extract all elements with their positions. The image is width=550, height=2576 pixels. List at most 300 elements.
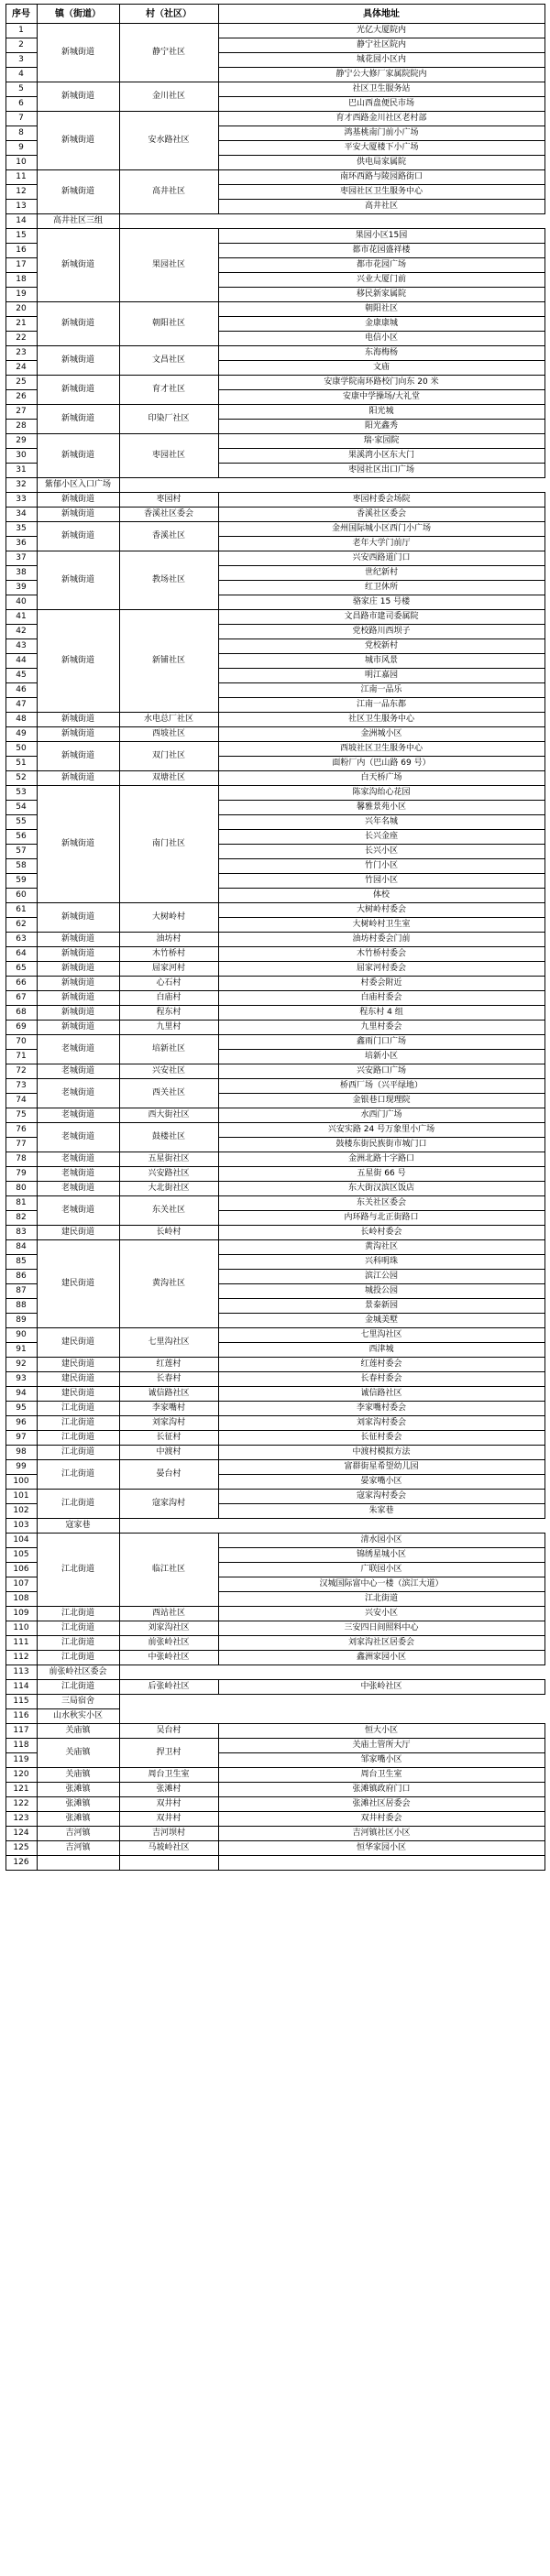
table-row [6,1841,544,1856]
cell-index: 121 [6,1783,37,1797]
table-row [6,1636,544,1651]
cell-address: 村委会附近 [218,977,544,991]
cell-village: 诚信路社区 [119,1387,218,1402]
cell-address: 枣园社区卫生服务中心 [218,185,544,200]
cell-address: 张滩镇政府门口 [218,1783,544,1797]
cell-village: 程东村 [119,1006,218,1021]
cell-address: 文昌路市建司委属院 [218,610,544,625]
cell-address: 黄沟社区 [218,1240,544,1255]
cell-address: 红莲村委会 [218,1358,544,1372]
cell-town: 江北街道 [37,1607,119,1621]
cell-address: 金康康城 [218,317,544,332]
cell-address: 红卫休所 [218,581,544,595]
cell-index: 17 [6,258,37,273]
cell-address: 双井村委会 [218,1812,544,1827]
cell-town: 新城街道 [37,24,119,82]
cell-village: 长春村 [119,1372,218,1387]
table-row [6,493,544,508]
cell-address: 供电局家属院 [218,156,544,170]
cell-address: 体校 [218,889,544,903]
cell-index: 22 [6,332,37,346]
cell-address: 兴科明珠 [218,1255,544,1270]
cell-index: 113 [6,1665,37,1680]
cell-address: 诚信路社区 [218,1387,544,1402]
cell-index: 96 [6,1416,37,1431]
cell-address: 静宁公大修厂家属院院内 [218,68,544,82]
cell-village: 黄沟社区 [119,1240,218,1328]
cell-index: 85 [6,1255,37,1270]
cell-town: 新城街道 [37,522,119,551]
cell-address: 七里沟社区 [218,1328,544,1343]
table-row [6,1358,544,1372]
cell-address: 九里村委会 [218,1021,544,1035]
cell-village: 印染厂社区 [119,405,218,434]
table-row [6,434,544,449]
cell-address: 城投公园 [218,1284,544,1299]
cell-village: 水电总厂社区 [119,713,218,727]
cell-village: 吴台村 [119,1724,218,1739]
cell-index: 20 [6,302,37,317]
cell-address: 兴安西路道门口 [218,551,544,566]
cell-index: 122 [6,1797,37,1812]
table-row [6,1460,544,1475]
cell-town: 新城街道 [37,786,119,903]
cell-village: 双井村 [119,1812,218,1827]
table-row [6,1856,544,1871]
cell-village: 西坡社区 [119,727,218,742]
cell-index: 13 [6,200,37,214]
cell-index: 36 [6,537,37,551]
cell-village: 双门社区 [119,742,218,771]
cell-village: 东关社区 [119,1196,218,1226]
table-row [6,1768,544,1783]
cell-town: 建民街道 [37,1226,119,1240]
table-row [6,1534,544,1548]
cell-index: 11 [6,170,37,185]
cell-address: 滨江公园 [218,1270,544,1284]
table-row [6,405,544,420]
cell-town: 吉河镇 [37,1841,119,1856]
cell-address: 长春村委会 [218,1372,544,1387]
cell-village: 香溪社区委会 [119,508,218,522]
cell-village: 中张岭社区 [119,1651,218,1665]
cell-address: 党校新村 [218,639,544,654]
cell-index: 14 [6,214,37,229]
cell-address: 阳光城 [218,405,544,420]
cell-index: 120 [6,1768,37,1783]
cell-index: 108 [6,1592,37,1607]
cell-index: 72 [6,1064,37,1079]
cell-address: 中渡村模拟方法 [218,1446,544,1460]
cell-town: 老城街道 [37,1152,119,1167]
cell-index: 30 [6,449,37,464]
cell-town: 新城街道 [37,771,119,786]
cell-index: 61 [6,903,37,918]
cell-town: 老城街道 [37,1035,119,1064]
cell-index: 114 [6,1680,37,1695]
table-row [6,1651,544,1665]
cell-village: 大北街社区 [119,1182,218,1196]
cell-index: 76 [6,1123,37,1138]
cell-address: 程东村 4 组 [218,1006,544,1021]
cell-index: 33 [6,493,37,508]
cell-index: 29 [6,434,37,449]
cell-address: 五星街 66 号 [218,1167,544,1182]
table-row [6,727,544,742]
table-row [6,933,544,947]
cell-index: 70 [6,1035,37,1050]
cell-address: 电信小区 [218,332,544,346]
cell-village: 张滩村 [119,1783,218,1797]
cell-address: 山水秋实小区 [37,1709,119,1724]
cell-index: 69 [6,1021,37,1035]
cell-town: 江北街道 [37,1651,119,1665]
cell-village: 大树岭村 [119,903,218,933]
cell-address: 高井社区 [218,200,544,214]
table-row [6,376,544,390]
cell-index: 126 [6,1856,37,1871]
table-row [6,508,544,522]
table-row [6,170,544,185]
cell-village: 金川社区 [119,82,218,112]
cell-town: 新城街道 [37,82,119,112]
cell-address: 景泰新园 [218,1299,544,1314]
cell-index: 3 [6,53,37,68]
cell-index: 124 [6,1827,37,1841]
table-row [6,1226,544,1240]
cell-address: 香溪社区委会 [218,508,544,522]
cell-address: 寇家沟村委会 [218,1490,544,1504]
cell-village: 朝阳社区 [119,302,218,346]
cell-address: 鑫洲家园小区 [218,1651,544,1665]
cell-address: 长兴金座 [218,830,544,845]
table-row [6,1006,544,1021]
cell-town: 新城街道 [37,713,119,727]
cell-address: 富群街星希望幼儿园 [218,1460,544,1475]
table-row [6,551,544,566]
cell-index: 2 [6,38,37,53]
cell-address: 兴年名城 [218,815,544,830]
cell-index: 123 [6,1812,37,1827]
cell-village: 双塘社区 [119,771,218,786]
cell-index: 82 [6,1211,37,1226]
table-row [6,1152,544,1167]
table-row [6,947,544,962]
cell-address: 高井社区三组 [37,214,119,229]
cell-address: 油坊村委会门前 [218,933,544,947]
cell-town: 建民街道 [37,1358,119,1372]
table-row [6,1240,544,1255]
cell-index: 31 [6,464,37,478]
cell-address: 关庙土管所大厅 [218,1739,544,1753]
cell-address: 东大街汉滨区饭店 [218,1182,544,1196]
cell-town: 新城街道 [37,376,119,405]
cell-town: 新城街道 [37,742,119,771]
cell-address: 阳光鑫秀 [218,420,544,434]
cell-index: 73 [6,1079,37,1094]
table-row [6,1827,544,1841]
cell-index: 7 [6,112,37,126]
cell-town: 建民街道 [37,1372,119,1387]
cell-index: 38 [6,566,37,581]
cell-index: 43 [6,639,37,654]
cell-address: 西津城 [218,1343,544,1358]
cell-village: 西站社区 [119,1607,218,1621]
cell-town: 新城街道 [37,170,119,214]
cell-village: 安水路社区 [119,112,218,170]
table-row [6,610,544,625]
cell-index: 81 [6,1196,37,1211]
cell-town: 新城街道 [37,947,119,962]
cell-index: 15 [6,229,37,244]
table-row [6,1607,544,1621]
table-row [6,1079,544,1094]
cell-index: 91 [6,1343,37,1358]
cell-town: 老城街道 [37,1182,119,1196]
cell-address: 巴山西盘便民市场 [218,97,544,112]
cell-address: 白天桥广场 [218,771,544,786]
cell-village: 屈家河村 [119,962,218,977]
cell-village: 教场社区 [119,551,218,610]
cell-index: 117 [6,1724,37,1739]
cell-index: 105 [6,1548,37,1563]
table-row [6,1709,544,1724]
table-row [6,771,544,786]
cell-index: 40 [6,595,37,610]
cell-town: 老城街道 [37,1167,119,1182]
cell-index: 101 [6,1490,37,1504]
cell-index: 27 [6,405,37,420]
table-row [6,1446,544,1460]
cell-index: 45 [6,669,37,683]
cell-town: 关庙镇 [37,1739,119,1768]
column-header-index: 序号 [6,5,37,24]
cell-town: 新城街道 [37,962,119,977]
cell-town: 江北街道 [37,1636,119,1651]
cell-index: 50 [6,742,37,757]
table-row [6,1519,544,1534]
cell-address: 桥西厂场（兴平绿地） [218,1079,544,1094]
cell-address: 世纪新村 [218,566,544,581]
cell-index: 110 [6,1621,37,1636]
cell-address: 金州国际城小区西门小广场 [218,522,544,537]
cell-village: 鼓楼社区 [119,1123,218,1152]
table-row [6,1402,544,1416]
table-row [6,962,544,977]
cell-index: 94 [6,1387,37,1402]
cell-address: 枣园村委会场院 [218,493,544,508]
cell-index: 111 [6,1636,37,1651]
cell-town: 关庙镇 [37,1768,119,1783]
table-row [6,1739,544,1753]
cell-index: 8 [6,126,37,141]
cell-village: 心石村 [119,977,218,991]
cell-address: 南环西路与陵园路街口 [218,170,544,185]
cell-town: 江北街道 [37,1416,119,1431]
cell-index: 86 [6,1270,37,1284]
cell-address: 周台卫生室 [218,1768,544,1783]
cell-index: 77 [6,1138,37,1152]
cell-index: 37 [6,551,37,566]
cell-village: 长岭村 [119,1226,218,1240]
cell-town: 江北街道 [37,1534,119,1607]
cell-address: 鼓楼东街民族街市城门口 [218,1138,544,1152]
table-row [6,1490,544,1504]
cell-index: 107 [6,1577,37,1592]
cell-index: 89 [6,1314,37,1328]
cell-town: 老城街道 [37,1108,119,1123]
cell-address: 前张岭社区委会 [37,1665,119,1680]
cell-address: 移民新家属院 [218,288,544,302]
cell-index: 112 [6,1651,37,1665]
cell-town: 新城街道 [37,551,119,610]
table-row [6,24,544,38]
cell-address: 果溪湾小区东大门 [218,449,544,464]
cell-address: 朝阳社区 [218,302,544,317]
cell-address: 金城美墅 [218,1314,544,1328]
cell-village: 枣园社区 [119,434,218,478]
cell-village: 兴安社区 [119,1064,218,1079]
cell-address: 内环路与北正街路口 [218,1211,544,1226]
cell-address: 社区卫生服务站 [218,82,544,97]
table-row [6,1812,544,1827]
table-row [6,1680,544,1695]
cell-town: 新城街道 [37,346,119,376]
cell-town: 建民街道 [37,1387,119,1402]
cell-address: 兴业大厦门前 [218,273,544,288]
cell-village: 南门社区 [119,786,218,903]
table-row [6,1783,544,1797]
cell-town: 张滩镇 [37,1812,119,1827]
cell-town [37,1856,119,1871]
cell-village [119,1856,218,1871]
cell-address: 屈家河村委会 [218,962,544,977]
cell-index: 54 [6,801,37,815]
cell-address: 培新小区 [218,1050,544,1064]
cell-address: 竹园小区 [218,874,544,889]
cell-index: 32 [6,478,37,493]
cell-village: 后张岭社区 [119,1680,218,1695]
cell-index: 12 [6,185,37,200]
cell-village: 培新社区 [119,1035,218,1064]
cell-address: 刘家沟村委会 [218,1416,544,1431]
cell-town: 江北街道 [37,1680,119,1695]
table-row [6,1123,544,1138]
cell-index: 4 [6,68,37,82]
table-row [6,112,544,126]
column-header-village: 村（社区） [119,5,218,24]
cell-index: 97 [6,1431,37,1446]
cell-index: 75 [6,1108,37,1123]
cell-index: 109 [6,1607,37,1621]
cell-index: 1 [6,24,37,38]
cell-index: 28 [6,420,37,434]
cell-village: 红莲村 [119,1358,218,1372]
table-row [6,229,544,244]
cell-address: 光亿大厦院内 [218,24,544,38]
cell-index: 48 [6,713,37,727]
cell-village: 五星街社区 [119,1152,218,1167]
cell-town: 新城街道 [37,229,119,302]
cell-address: 金洲城小区 [218,727,544,742]
cell-index: 42 [6,625,37,639]
cell-address: 面粉厂内（巴山路 69 号） [218,757,544,771]
cell-town: 江北街道 [37,1446,119,1460]
cell-town: 江北街道 [37,1431,119,1446]
cell-village: 育才社区 [119,376,218,405]
cell-index: 115 [6,1695,37,1709]
cell-index: 93 [6,1372,37,1387]
cell-village: 枣园村 [119,493,218,508]
cell-address: 兴安实路 24 号万象里小广场 [218,1123,544,1138]
cell-village: 刘家沟社区 [119,1621,218,1636]
cell-index: 79 [6,1167,37,1182]
cell-address: 兴安小区 [218,1607,544,1621]
cell-address: 都市花园盛祥楼 [218,244,544,258]
cell-town: 关庙镇 [37,1724,119,1739]
cell-index: 25 [6,376,37,390]
cell-address: 寇家巷 [37,1519,119,1534]
cell-address: 鸿基桃南门前小广场 [218,126,544,141]
cell-village: 新铺社区 [119,610,218,713]
cell-address: 长征村委会 [218,1431,544,1446]
cell-address: 锦绣星城小区 [218,1548,544,1563]
cell-address: 党校路川西坝子 [218,625,544,639]
cell-village: 静宁社区 [119,24,218,82]
table-row [6,1196,544,1211]
cell-index: 46 [6,683,37,698]
cell-index: 92 [6,1358,37,1372]
table-row [6,903,544,918]
cell-village: 捍卫村 [119,1739,218,1768]
cell-index: 90 [6,1328,37,1343]
cell-village: 果园社区 [119,229,218,302]
cell-index: 98 [6,1446,37,1460]
column-header-address: 具体地址 [218,5,544,24]
cell-index: 49 [6,727,37,742]
table-row [6,1167,544,1182]
cell-index: 78 [6,1152,37,1167]
cell-address: 木竹桥村委会 [218,947,544,962]
cell-town: 新城街道 [37,112,119,170]
cell-village: 兴安路社区 [119,1167,218,1182]
table-body [6,24,544,1871]
address-table [6,4,545,1871]
cell-index: 6 [6,97,37,112]
cell-village: 高井社区 [119,170,218,214]
cell-address: 广联园小区 [218,1563,544,1577]
cell-town: 新城街道 [37,610,119,713]
cell-address: 城花园小区内 [218,53,544,68]
table-row [6,1621,544,1636]
cell-index: 5 [6,82,37,97]
cell-index: 58 [6,859,37,874]
table-row [6,522,544,537]
cell-index: 104 [6,1534,37,1548]
table-row [6,991,544,1006]
table-row [6,977,544,991]
cell-village: 临江社区 [119,1534,218,1607]
cell-village: 中渡村 [119,1446,218,1460]
cell-address: 水西门广场 [218,1108,544,1123]
cell-village: 马坡岭社区 [119,1841,218,1856]
cell-town: 新城街道 [37,405,119,434]
cell-town: 建民街道 [37,1328,119,1358]
cell-town: 吉河镇 [37,1827,119,1841]
cell-address: 金洲北路十字路口 [218,1152,544,1167]
table-row [6,302,544,317]
cell-index: 99 [6,1460,37,1475]
